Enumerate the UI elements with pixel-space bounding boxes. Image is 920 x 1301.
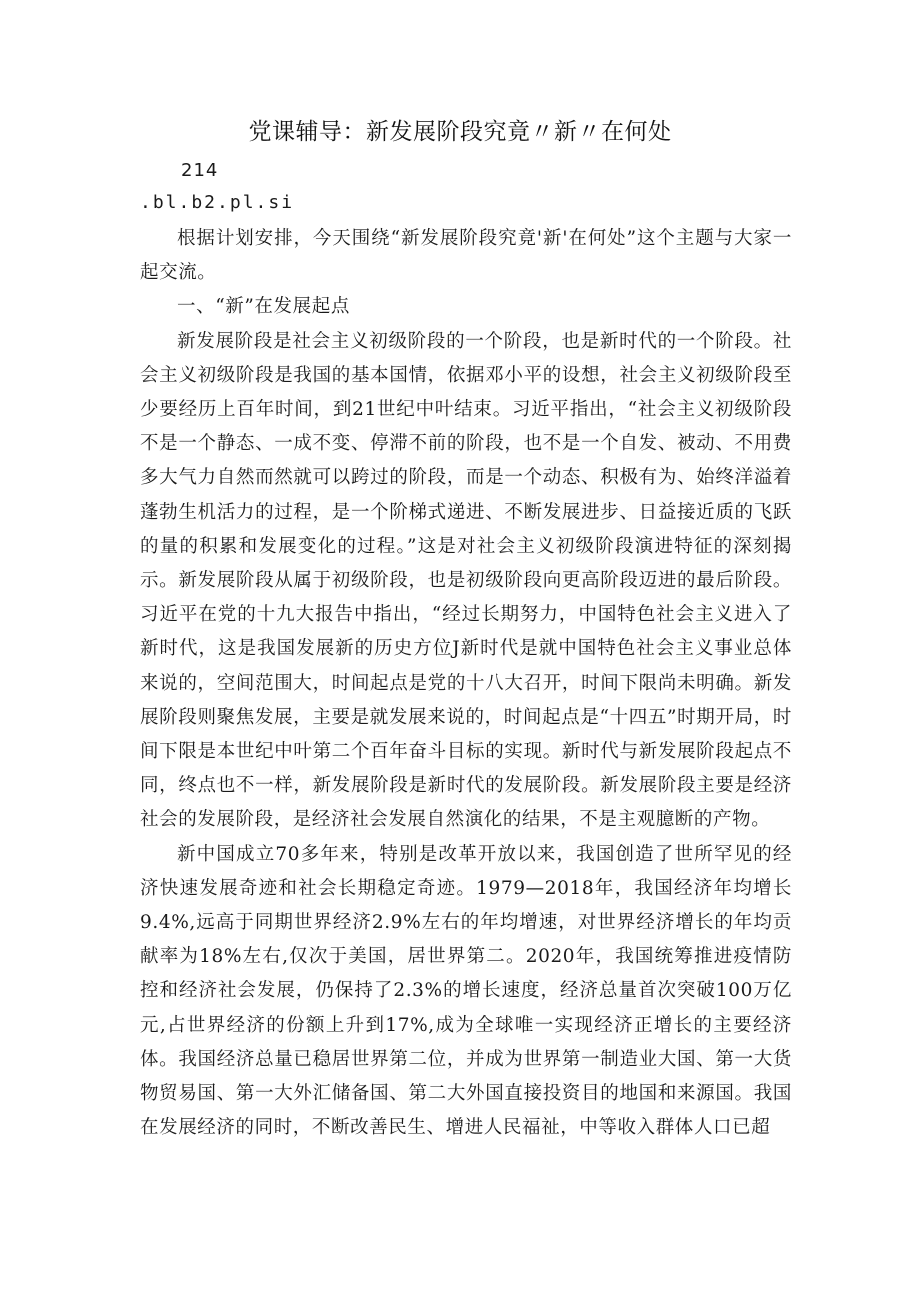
section-heading: 一、“新”在发展起点 <box>177 296 350 318</box>
document-title: 党课辅导：新发展阶段究竟〃新〃在何处 <box>248 119 672 145</box>
document-code: .bl.b2.pl.si <box>140 192 295 213</box>
document-body <box>140 222 792 1145</box>
intro-paragraph: 根据计划安排，今天围绕“新发展阶段究竟'新'在何处”这个主题与大家一起交流。 <box>140 228 792 284</box>
body-paragraph: 新中国成立70多年来，特别是改革开放以来，我国创造了世所罕见的经济快速发展奇迹和社会长期稳定奇迹。1979—2018年，我国经济年均增长9.4%,远高于同期世界经济2.9%左右的年均增速，对世界经济增长的年均贡献率为18%左右,仅次于美国，居世界第二。2020年，我国统筹推进疫情防控和经济社会发展，仍保持了2.3%的增长速度，经济总量首次突破100万亿元,占世界经济的份额上升到17%,成为全球唯一实现经济正增长的主要经济体。我国经济总量已稳居世界第二位，并成为世界第一制造业大国、第一大货物贸易国、第一大外汇储备国、第二大外国直接投资目的地国和来源国。我国在发展经济的同时，不断改善民生、增进人民福祉，中等收入群体人口已超 <box>140 843 792 1139</box>
body-paragraph: 新发展阶段是社会主义初级阶段的一个阶段，也是新时代的一个阶段。社会主义初级阶段是我国的基本国情，依据邓小平的设想，社会主义初级阶段至少要经历上百年时间，到21世纪中叶结束。习近平指出，“社会主义初级阶段不是一个静态、一成不变、停滞不前的阶段，也不是一个自发、被动、不用费多大气力自然而然就可以跨过的阶段，而是一个动态、积极有为、始终洋溢着蓬勃生机活力的过程，是一个阶梯式递进、不断发展进步、日益接近质的飞跃的量的积累和发展变化的过程。”这是对社会主义初级阶段演进特征的深刻揭示。新发展阶段从属于初级阶段，也是初级阶段向更高阶段迈进的最后阶段。习近平在党的十九大报告中指出，“经过长期努力，中国特色社会主义进入了新时代，这是我国发展新的历史方位J新时代是就中国特色社会主义事业总体来说的，空间范围大，时间起点是党的十八大召开，时间下限尚未明确。新发展阶段则聚焦发展，主要是就发展来说的，时间起点是“十四五”时期开局，时间下限是本世纪中叶第二个百年奋斗目标的实现。新时代与新发展阶段起点不同，终点也不一样，新发展阶段是新时代的发展阶段。新发展阶段主要是经济社会的发展阶段，是经济社会发展自然演化的结果，不是主观臆断的产物。 <box>140 330 792 831</box>
document-number: 214 <box>181 160 219 181</box>
